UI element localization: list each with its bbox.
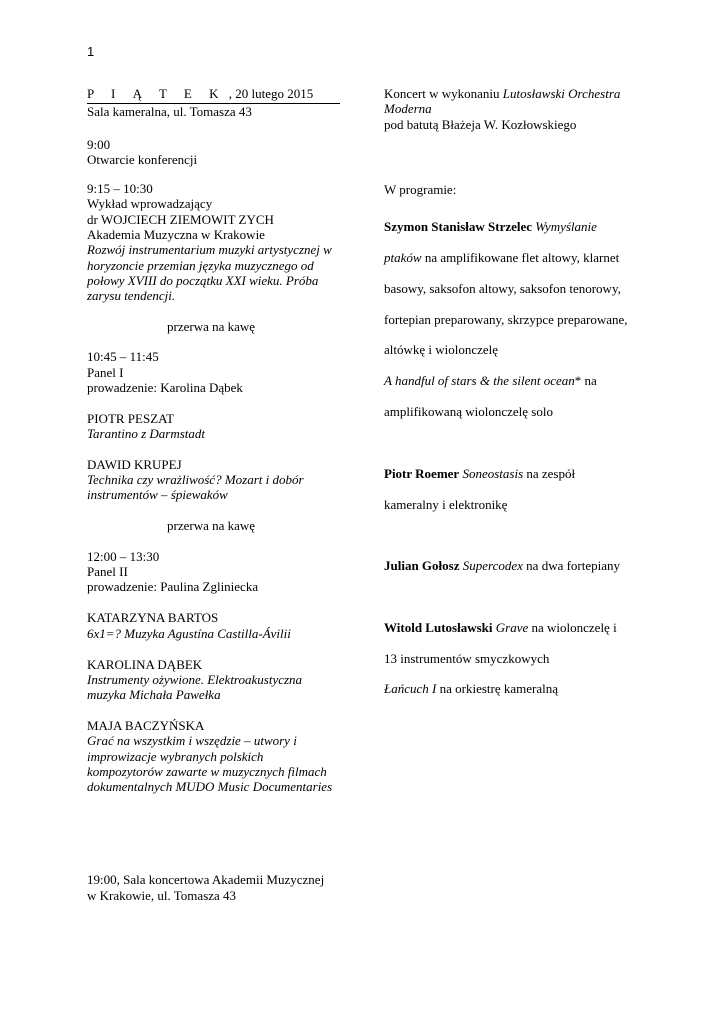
conductor: pod batutą Błażeja W. Kozłowskiego [384,117,577,132]
speaker-name: DAWID KRUPEJ [87,457,182,472]
work-title: A handful of stars & the silent ocean [384,373,575,388]
talk-title: 6x1=? Muzyka Agustína Castilla-Ávilii [87,626,291,641]
instrumentation-line: kameralny i elektronikę [384,497,508,512]
work-line [384,373,597,389]
instrumentation: na zespół [523,466,576,481]
evening-concert-venue-line: 19:00, Sala koncertowa Akademii Muzycznej [87,872,325,887]
panel-time: 10:45 – 11:45 [87,349,159,364]
page-number: 1 [87,44,95,59]
work-title: Łańcuch I [384,681,437,696]
coffee-break: przerwa na kawę [167,518,256,533]
lecture-label: Wykład wprowadzający [87,196,213,211]
talk-title-line: improwizacje wybranych polskich [87,749,264,764]
panel-name: Panel II [87,564,128,579]
work-title: Soneostasis [459,466,524,481]
instrumentation-line: basowy, saksofon altowy, saksofon tenorowy, [384,281,621,296]
speaker-name: dr WOJCIECH ZIEMOWIT ZYCH [87,212,274,227]
composer-name: Witold Lutosławski [384,620,493,635]
talk-title-line: Grać na wszystkim i wszędzie – utwory i [87,733,297,748]
lecture-title-line: Rozwój instrumentarium muzyki artystycznej w [87,242,332,257]
day-date: , 20 lutego 2015 [225,86,314,101]
venue: Sala kameralna, ul. Tomasza 43 [87,104,252,119]
work-title: Supercodex [459,558,523,573]
work-line [384,620,617,636]
orchestra-name: Lutosławski Orchestra [502,86,621,101]
composer-name: Piotr Roemer [384,466,460,481]
panel-moderator: prowadzenie: Karolina Dąbek [87,380,243,395]
speaker-name: KAROLINA DĄBEK [87,657,203,672]
session-time: 9:15 – 10:30 [87,181,153,196]
panel-time: 12:00 – 13:30 [87,549,160,564]
composer-name: Julian Gołosz [384,558,460,573]
day-name: P I Ą T E K [87,86,226,101]
coffee-break: przerwa na kawę [167,319,256,334]
talk-title: Tarantino z Darmstadt [87,426,205,441]
session-time: 9:00 [87,137,111,152]
instrumentation-line: altówkę i wiolonczelę [384,342,499,357]
instrumentation: na orkiestrę kameralną [436,681,558,696]
session-title: Otwarcie konferencji [87,152,198,167]
instrumentation: * na [574,373,597,388]
orchestra-name-cont: Moderna [384,101,432,116]
panel-moderator: prowadzenie: Paulina Zgliniecka [87,579,259,594]
work-title: ptaków [384,250,422,265]
concert-performer-line [384,86,620,102]
lecture-title-line: połowy XVIII do początku XXI wieku. Próba [87,273,319,288]
lecture-title-line: zarysu tendencji. [87,288,176,303]
talk-title-line: Technika czy wrażliwość? Mozart i dobór [87,472,304,487]
talk-title-line: instrumentów – śpiewaków [87,487,228,502]
instrumentation-line: fortepian preparowany, skrzypce preparowane, [384,312,628,327]
work-line [384,219,597,235]
instrumentation: na dwa fortepiany [522,558,621,573]
concert-intro: Koncert w wykonaniu [384,86,503,101]
composer-name: Szymon Stanisław Strzelec [384,219,533,234]
speaker-name: MAJA BACZYŃSKA [87,718,205,733]
instrumentation-line: amplifikowaną wiolonczelę solo [384,404,553,419]
work-line [384,250,619,266]
speaker-name: KATARZYNA BARTOS [87,610,219,625]
talk-title-line: Instrumenty ożywione. Elektroakustyczna [87,672,303,687]
talk-title-line: kompozytorów zawarte w muzycznych filmach [87,764,327,779]
day-header [87,86,340,104]
instrumentation: na amplifikowane flet altowy, klarnet [421,250,620,265]
evening-concert-venue-line: w Krakowie, ul. Tomasza 43 [87,888,237,903]
programme-heading: W programie: [384,182,457,197]
instrumentation-line: 13 instrumentów smyczkowych [384,651,550,666]
work-line [384,681,558,697]
panel-name: Panel I [87,365,124,380]
work-title: Wymyślanie [532,219,597,234]
talk-title-line: muzyka Michała Pawełka [87,687,221,702]
work-line [384,466,575,482]
work-title: Grave [492,620,529,635]
lecture-title-line: horyzoncie przemian języka muzycznego od [87,258,314,273]
talk-title-line: dokumentalnych MUDO Music Documentaries [87,779,333,794]
work-line [384,558,620,574]
speaker-affiliation: Akademia Muzyczna w Krakowie [87,227,265,242]
instrumentation: na wiolonczelę i [528,620,617,635]
speaker-name: PIOTR PESZAT [87,411,175,426]
